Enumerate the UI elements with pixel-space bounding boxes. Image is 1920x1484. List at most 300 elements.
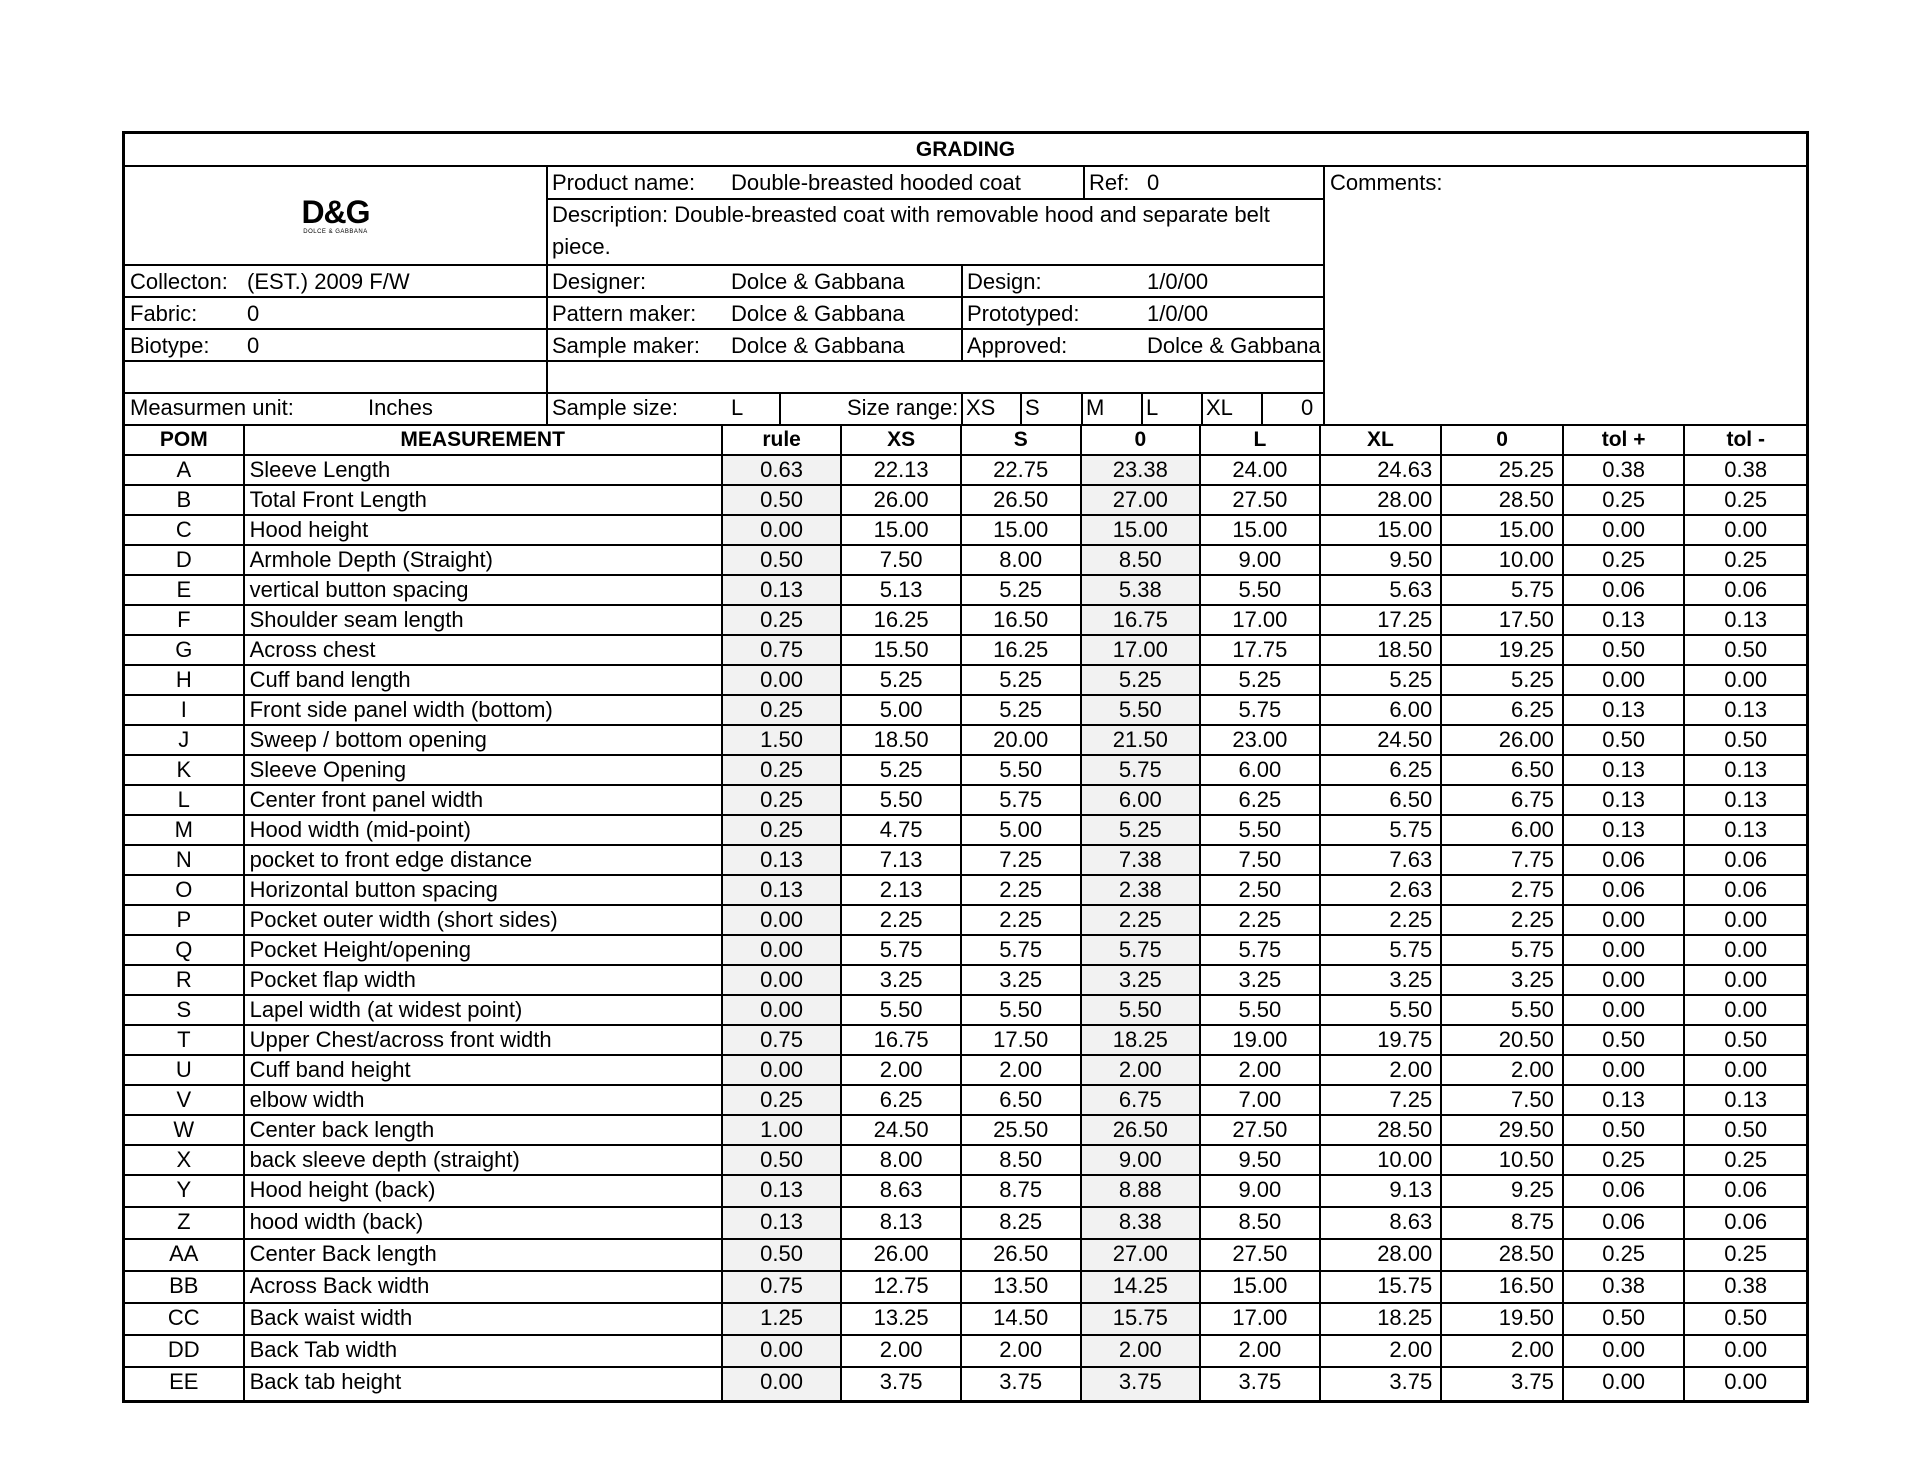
- pom-code: BB: [125, 1272, 245, 1302]
- size-0-value: 6.75: [1082, 1086, 1202, 1114]
- measurement-name: Upper Chest/across front width: [245, 1026, 723, 1054]
- rule-value: 0.00: [723, 936, 843, 964]
- l-value: 17.00: [1201, 1304, 1321, 1334]
- l-value: 3.25: [1201, 966, 1321, 994]
- pom-code: H: [125, 666, 245, 694]
- size-0b-value: 7.75: [1442, 846, 1564, 874]
- tol-plus-value: 0.06: [1564, 1208, 1686, 1238]
- design-label: Design:: [967, 269, 1042, 294]
- xl-value: 17.25: [1321, 606, 1443, 634]
- tol-minus-value: 0.38: [1724, 457, 1768, 482]
- table-row: [125, 1304, 1806, 1336]
- tol-plus-value: 0.00: [1564, 1368, 1686, 1400]
- size-0-value: 15.00: [1082, 516, 1202, 544]
- l-value: 5.50: [1201, 816, 1321, 844]
- tol-minus-value: 0.13: [1724, 607, 1768, 632]
- designer-label: Designer:: [552, 269, 647, 294]
- tol-minus-value: 0.00: [1724, 667, 1768, 692]
- size-0-value: 18.25: [1082, 1026, 1202, 1054]
- design-value: 1/0/00: [1147, 269, 1209, 294]
- tol-minus-value: 0.00: [1724, 907, 1768, 932]
- measurement-name: Back tab height: [245, 1368, 723, 1400]
- rule-value: 0.00: [723, 966, 843, 994]
- xl-value: 28.50: [1321, 1116, 1443, 1144]
- size-0-value: 8.88: [1082, 1176, 1202, 1206]
- pom-code: C: [125, 516, 245, 544]
- size-range-item: S: [1025, 395, 1040, 420]
- s-value: 7.25: [962, 846, 1082, 874]
- xs-value: 2.00: [842, 1056, 962, 1084]
- grading-sheet: [122, 131, 1809, 1403]
- tol-minus-value: 0.13: [1724, 697, 1768, 722]
- xs-value: 5.50: [842, 996, 962, 1024]
- xs-value: 15.50: [842, 636, 962, 664]
- tol-plus-value: 0.06: [1564, 876, 1686, 904]
- l-value: 27.50: [1201, 1116, 1321, 1144]
- xs-value: 26.00: [842, 486, 962, 514]
- l-value: 23.00: [1201, 726, 1321, 754]
- tol-minus-value: 0.00: [1724, 997, 1768, 1022]
- tol-plus-value: 0.50: [1564, 1116, 1686, 1144]
- tol-plus-value: 0.00: [1564, 1056, 1686, 1084]
- pom-code: R: [125, 966, 245, 994]
- pattern-maker-value: Dolce & Gabbana: [731, 301, 905, 326]
- measurement-name: Cuff band length: [245, 666, 723, 694]
- size-0b-value: 20.50: [1442, 1026, 1564, 1054]
- measurement-name: Lapel width (at widest point): [245, 996, 723, 1024]
- sample-maker-value: Dolce & Gabbana: [731, 333, 905, 358]
- size-0-value: 9.00: [1082, 1146, 1202, 1174]
- table-row: [125, 1368, 1806, 1400]
- tol-plus-value: 0.25: [1564, 486, 1686, 514]
- rule-value: 0.13: [723, 1208, 843, 1238]
- approved-label: Approved:: [967, 333, 1068, 358]
- tol-minus-value: 0.13: [1724, 817, 1768, 842]
- table-row: [125, 1116, 1806, 1146]
- l-value: 9.00: [1201, 1176, 1321, 1206]
- size-0-value: 3.75: [1082, 1368, 1202, 1400]
- sheet-title: GRADING: [125, 134, 1806, 167]
- xl-value: 18.25: [1321, 1304, 1443, 1334]
- l-value: 27.50: [1201, 1240, 1321, 1270]
- s-value: 26.50: [962, 486, 1082, 514]
- pom-code: D: [125, 546, 245, 574]
- xs-value: 8.13: [842, 1208, 962, 1238]
- measurement-name: Cuff band height: [245, 1056, 723, 1084]
- tol-minus-value: 0.00: [1724, 1057, 1768, 1082]
- measurement-name: Sleeve Opening: [245, 756, 723, 784]
- xl-value: 5.25: [1321, 666, 1443, 694]
- s-value: 2.25: [962, 906, 1082, 934]
- measurement-name: Hood width (mid-point): [245, 816, 723, 844]
- l-value: 2.50: [1201, 876, 1321, 904]
- xl-value: 7.63: [1321, 846, 1443, 874]
- xl-value: 24.63: [1321, 456, 1443, 484]
- tol-plus-value: 0.00: [1564, 1336, 1686, 1366]
- pom-code: Z: [125, 1208, 245, 1238]
- l-value: 2.25: [1201, 906, 1321, 934]
- table-row: [125, 936, 1806, 966]
- xs-value: 5.00: [842, 696, 962, 724]
- table-row: [125, 1240, 1806, 1272]
- rule-value: 0.00: [723, 1368, 843, 1400]
- rule-value: 0.13: [723, 846, 843, 874]
- size-0-value: 15.75: [1082, 1304, 1202, 1334]
- measurement-table: [125, 456, 1806, 1400]
- l-value: 9.50: [1201, 1146, 1321, 1174]
- l-value: 2.00: [1201, 1056, 1321, 1084]
- xs-value: 7.13: [842, 846, 962, 874]
- pom-code: V: [125, 1086, 245, 1114]
- sample-size-label: Sample size:: [552, 395, 678, 420]
- tol-plus-value: 0.00: [1564, 516, 1686, 544]
- measurement-name: Center Back length: [245, 1240, 723, 1270]
- tol-minus-value: 0.50: [1724, 637, 1768, 662]
- size-0-value: 23.38: [1082, 456, 1202, 484]
- size-0-value: 27.00: [1082, 486, 1202, 514]
- size-0-value: 17.00: [1082, 636, 1202, 664]
- pom-code: W: [125, 1116, 245, 1144]
- table-row: [125, 1336, 1806, 1368]
- pattern-maker-label: Pattern maker:: [552, 301, 697, 326]
- measurement-name: Total Front Length: [245, 486, 723, 514]
- measurement-name: Across Back width: [245, 1272, 723, 1302]
- s-value: 8.75: [962, 1176, 1082, 1206]
- sheet-header: [125, 167, 1806, 426]
- sample-maker-label: Sample maker:: [552, 333, 700, 358]
- tol-plus-value: 0.00: [1564, 906, 1686, 934]
- table-row: [125, 1026, 1806, 1056]
- rule-value: 0.63: [723, 456, 843, 484]
- pom-code: AA: [125, 1240, 245, 1270]
- pom-code: U: [125, 1056, 245, 1084]
- tol-plus-value: 0.25: [1564, 1146, 1686, 1174]
- s-value: 22.75: [962, 456, 1082, 484]
- rule-value: 0.00: [723, 666, 843, 694]
- xs-value: 7.50: [842, 546, 962, 574]
- xl-value: 7.25: [1321, 1086, 1443, 1114]
- s-value: 3.75: [962, 1368, 1082, 1400]
- s-value: 3.25: [962, 966, 1082, 994]
- rule-value: 0.50: [723, 1146, 843, 1174]
- col-l: L: [1201, 426, 1321, 454]
- s-value: 5.75: [962, 936, 1082, 964]
- s-value: 5.25: [962, 576, 1082, 604]
- xs-value: 6.25: [842, 1086, 962, 1114]
- measurement-name: Sleeve Length: [245, 456, 723, 484]
- s-value: 16.25: [962, 636, 1082, 664]
- rule-value: 0.00: [723, 906, 843, 934]
- xl-value: 8.63: [1321, 1208, 1443, 1238]
- pom-code: E: [125, 576, 245, 604]
- l-value: 5.50: [1201, 996, 1321, 1024]
- xl-value: 5.75: [1321, 816, 1443, 844]
- size-0b-value: 6.25: [1442, 696, 1564, 724]
- measurement-name: vertical button spacing: [245, 576, 723, 604]
- size-0b-value: 2.00: [1442, 1336, 1564, 1366]
- measurement-name: Center back length: [245, 1116, 723, 1144]
- ref-value: 0: [1147, 170, 1160, 195]
- table-row: [125, 1086, 1806, 1116]
- pom-code: T: [125, 1026, 245, 1054]
- measurement-name: hood width (back): [245, 1208, 723, 1238]
- table-row: [125, 636, 1806, 666]
- pom-code: N: [125, 846, 245, 874]
- s-value: 8.50: [962, 1146, 1082, 1174]
- s-value: 5.75: [962, 786, 1082, 814]
- l-value: 8.50: [1201, 1208, 1321, 1238]
- xs-value: 2.00: [842, 1336, 962, 1366]
- tol-plus-value: 0.25: [1564, 1240, 1686, 1270]
- rule-value: 0.25: [723, 816, 843, 844]
- measurement-name: Sweep / bottom opening: [245, 726, 723, 754]
- rule-value: 0.00: [723, 1336, 843, 1366]
- size-0-value: 6.00: [1082, 786, 1202, 814]
- size-0b-value: 3.25: [1442, 966, 1564, 994]
- pom-code: J: [125, 726, 245, 754]
- tol-plus-value: 0.50: [1564, 1026, 1686, 1054]
- table-row: [125, 666, 1806, 696]
- size-0-value: 2.38: [1082, 876, 1202, 904]
- size-0b-value: 6.50: [1442, 756, 1564, 784]
- rule-value: 1.00: [723, 1116, 843, 1144]
- rule-value: 0.75: [723, 1272, 843, 1302]
- tol-minus-value: 0.25: [1724, 1147, 1768, 1172]
- rule-value: 0.50: [723, 1240, 843, 1270]
- size-0-value: 5.75: [1082, 936, 1202, 964]
- xs-value: 4.75: [842, 816, 962, 844]
- table-row: [125, 846, 1806, 876]
- description-line-1: Description: Double-breasted coat with removable hood and separate belt: [552, 202, 1270, 227]
- size-0b-value: 19.50: [1442, 1304, 1564, 1334]
- measurement-name: elbow width: [245, 1086, 723, 1114]
- col-size-0b: 0: [1442, 426, 1564, 454]
- tol-minus-value: 0.50: [1724, 1117, 1768, 1142]
- xs-value: 2.13: [842, 876, 962, 904]
- s-value: 5.25: [962, 696, 1082, 724]
- tol-minus-value: 0.13: [1724, 787, 1768, 812]
- rule-value: 0.00: [723, 516, 843, 544]
- fabric-value: 0: [247, 301, 260, 326]
- xs-value: 5.25: [842, 666, 962, 694]
- size-0b-value: 2.00: [1442, 1056, 1564, 1084]
- table-row: [125, 456, 1806, 486]
- pom-code: CC: [125, 1304, 245, 1334]
- xs-value: 22.13: [842, 456, 962, 484]
- fabric-label: Fabric:: [130, 301, 198, 326]
- l-value: 7.50: [1201, 846, 1321, 874]
- s-value: 8.25: [962, 1208, 1082, 1238]
- tol-minus-value: 0.00: [1724, 937, 1768, 962]
- l-value: 5.50: [1201, 576, 1321, 604]
- size-0b-value: 3.75: [1442, 1368, 1564, 1400]
- size-0b-value: 17.50: [1442, 606, 1564, 634]
- table-header: [125, 426, 1806, 456]
- size-0b-value: 28.50: [1442, 486, 1564, 514]
- xl-value: 6.50: [1321, 786, 1443, 814]
- rule-value: 0.00: [723, 996, 843, 1024]
- tol-plus-value: 0.13: [1564, 606, 1686, 634]
- xl-value: 18.50: [1321, 636, 1443, 664]
- measurement-name: Pocket outer width (short sides): [245, 906, 723, 934]
- collection-label: Collecton:: [130, 269, 228, 294]
- size-range-item: XS: [966, 395, 996, 420]
- pom-code: G: [125, 636, 245, 664]
- pom-code: P: [125, 906, 245, 934]
- tol-minus-value: 0.38: [1724, 1273, 1768, 1298]
- size-0b-value: 16.50: [1442, 1272, 1564, 1302]
- comments-label: Comments:: [1330, 170, 1443, 195]
- l-value: 19.00: [1201, 1026, 1321, 1054]
- table-row: [125, 516, 1806, 546]
- pom-code: S: [125, 996, 245, 1024]
- tol-minus-value: 0.13: [1724, 1087, 1768, 1112]
- s-value: 16.50: [962, 606, 1082, 634]
- collection-value: (EST.) 2009 F/W: [247, 269, 410, 294]
- tol-minus-value: 0.50: [1724, 1027, 1768, 1052]
- tol-minus-value: 0.00: [1724, 1337, 1768, 1362]
- description-line-2: piece.: [552, 234, 611, 259]
- size-0b-value: 25.25: [1442, 456, 1564, 484]
- pom-code: B: [125, 486, 245, 514]
- xl-value: 28.00: [1321, 486, 1443, 514]
- size-0-value: 5.25: [1082, 816, 1202, 844]
- rule-value: 1.25: [723, 1304, 843, 1334]
- tol-minus-value: 0.50: [1724, 1305, 1768, 1330]
- xs-value: 26.00: [842, 1240, 962, 1270]
- measurement-name: Front side panel width (bottom): [245, 696, 723, 724]
- product-name-label: Product name:: [552, 170, 696, 195]
- table-row: [125, 786, 1806, 816]
- size-0b-value: 8.75: [1442, 1208, 1564, 1238]
- l-value: 5.75: [1201, 696, 1321, 724]
- rule-value: 0.25: [723, 1086, 843, 1114]
- biotype-label: Biotype:: [130, 333, 210, 358]
- size-0-value: 8.50: [1082, 546, 1202, 574]
- tol-plus-value: 0.00: [1564, 996, 1686, 1024]
- l-value: 7.00: [1201, 1086, 1321, 1114]
- size-0-value: 2.00: [1082, 1336, 1202, 1366]
- s-value: 25.50: [962, 1116, 1082, 1144]
- s-value: 5.50: [962, 996, 1082, 1024]
- tol-plus-value: 0.00: [1564, 936, 1686, 964]
- size-0-value: 27.00: [1082, 1240, 1202, 1270]
- s-value: 5.50: [962, 756, 1082, 784]
- size-0-value: 16.75: [1082, 606, 1202, 634]
- tol-minus-value: 0.00: [1724, 967, 1768, 992]
- xl-value: 15.75: [1321, 1272, 1443, 1302]
- tol-plus-value: 0.25: [1564, 546, 1686, 574]
- size-range-item: 0: [1301, 395, 1314, 420]
- rule-value: 0.25: [723, 696, 843, 724]
- xs-value: 3.25: [842, 966, 962, 994]
- product-name-value: Double-breasted hooded coat: [731, 170, 1021, 195]
- rule-value: 0.13: [723, 876, 843, 904]
- size-0-value: 7.38: [1082, 846, 1202, 874]
- table-row: [125, 1272, 1806, 1304]
- logo-subtitle: DOLCE & GABBANA: [303, 228, 368, 235]
- tol-plus-value: 0.06: [1564, 1176, 1686, 1206]
- tol-plus-value: 0.13: [1564, 1086, 1686, 1114]
- xs-value: 5.75: [842, 936, 962, 964]
- ref-label: Ref:: [1089, 170, 1130, 195]
- xl-value: 2.25: [1321, 906, 1443, 934]
- tol-plus-value: 0.06: [1564, 846, 1686, 874]
- xs-value: 13.25: [842, 1304, 962, 1334]
- dg-logo-icon: [125, 167, 546, 264]
- tol-plus-value: 0.50: [1564, 636, 1686, 664]
- table-row: [125, 576, 1806, 606]
- unit-value: Inches: [368, 395, 433, 420]
- size-0-value: 5.50: [1082, 996, 1202, 1024]
- table-row: [125, 726, 1806, 756]
- col-tol-plus: tol +: [1564, 426, 1686, 454]
- col-tol-minus: tol -: [1726, 428, 1765, 451]
- tol-minus-value: 0.25: [1724, 487, 1768, 512]
- table-row: [125, 1208, 1806, 1240]
- tol-minus-value: 0.13: [1724, 757, 1768, 782]
- measurement-name: Hood height: [245, 516, 723, 544]
- tol-minus-value: 0.25: [1724, 1241, 1768, 1266]
- xl-value: 5.63: [1321, 576, 1443, 604]
- l-value: 15.00: [1201, 516, 1321, 544]
- s-value: 14.50: [962, 1304, 1082, 1334]
- pom-code: O: [125, 876, 245, 904]
- xl-value: 2.00: [1321, 1336, 1443, 1366]
- rule-value: 0.75: [723, 636, 843, 664]
- size-0b-value: 7.50: [1442, 1086, 1564, 1114]
- measurement-name: Shoulder seam length: [245, 606, 723, 634]
- pom-code: Q: [125, 936, 245, 964]
- xs-value: 5.25: [842, 756, 962, 784]
- measurement-name: Center front panel width: [245, 786, 723, 814]
- size-0-value: 2.25: [1082, 906, 1202, 934]
- size-0b-value: 5.50: [1442, 996, 1564, 1024]
- table-row: [125, 876, 1806, 906]
- xl-value: 6.00: [1321, 696, 1443, 724]
- measurement-name: Armhole Depth (Straight): [245, 546, 723, 574]
- xs-value: 12.75: [842, 1272, 962, 1302]
- tol-minus-value: 0.50: [1724, 727, 1768, 752]
- size-range-item: L: [1146, 395, 1159, 420]
- size-0b-value: 26.00: [1442, 726, 1564, 754]
- size-0-value: 8.38: [1082, 1208, 1202, 1238]
- s-value: 15.00: [962, 516, 1082, 544]
- xs-value: 16.25: [842, 606, 962, 634]
- size-0b-value: 2.25: [1442, 906, 1564, 934]
- tol-plus-value: 0.13: [1564, 786, 1686, 814]
- l-value: 5.75: [1201, 936, 1321, 964]
- measurement-name: Across chest: [245, 636, 723, 664]
- xl-value: 3.75: [1321, 1368, 1443, 1400]
- xl-value: 9.13: [1321, 1176, 1443, 1206]
- rule-value: 0.00: [723, 1056, 843, 1084]
- l-value: 15.00: [1201, 1272, 1321, 1302]
- col-measurement: MEASUREMENT: [245, 426, 723, 454]
- tol-minus-value: 0.00: [1724, 517, 1768, 542]
- tol-plus-value: 0.06: [1564, 576, 1686, 604]
- l-value: 5.25: [1201, 666, 1321, 694]
- tol-plus-value: 0.38: [1564, 1272, 1686, 1302]
- tol-plus-value: 0.38: [1564, 456, 1686, 484]
- tol-minus-value: 0.25: [1724, 547, 1768, 572]
- measurement-name: Pocket Height/opening: [245, 936, 723, 964]
- biotype-value: 0: [247, 333, 260, 358]
- tol-minus-value: 0.00: [1724, 1369, 1768, 1394]
- rule-value: 1.50: [723, 726, 843, 754]
- col-xs: XS: [842, 426, 962, 454]
- l-value: 27.50: [1201, 486, 1321, 514]
